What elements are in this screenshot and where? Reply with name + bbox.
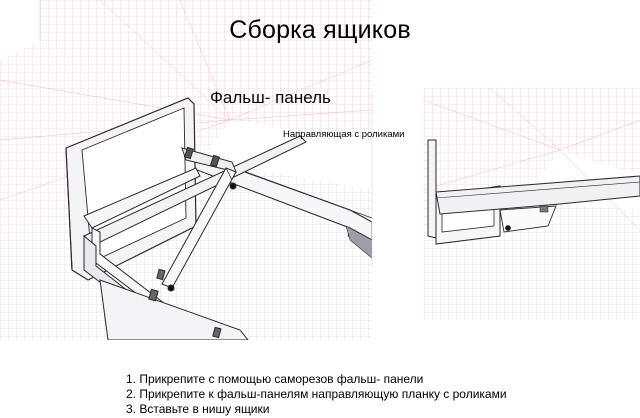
instruction-step: 3. Вставьте в нишу ящики	[126, 402, 270, 416]
page-title: Сборка ящиков	[229, 16, 411, 44]
left-scene	[0, 0, 372, 340]
right-scene	[423, 88, 640, 320]
screw-bottom	[168, 285, 174, 291]
screw-top	[230, 183, 236, 189]
instruction-step: 2. Прикрепите к фальш-панелям направляющую планку с роликами	[126, 387, 507, 401]
instruction-step: 1. Прикрепите с помощью саморезов фальш- панели	[126, 372, 424, 386]
false-panel-label: Фальш- панель	[210, 88, 331, 107]
instruction-list	[126, 372, 507, 417]
roller-guide-label: Направляющая с роликами	[283, 129, 405, 140]
